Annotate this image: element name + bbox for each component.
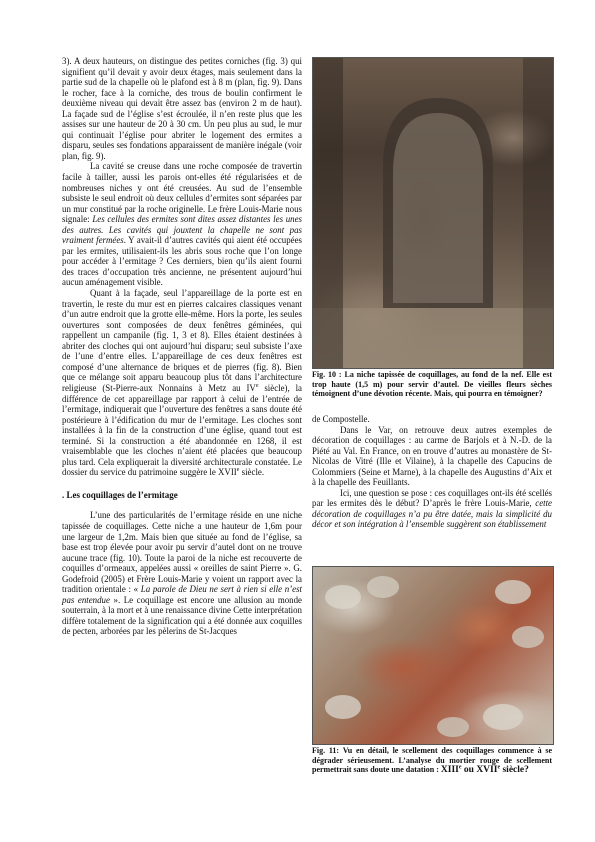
fig11-caption-start: Fig. 11: Vu en détail, le scellement des coquillages commence à se dégrader sérieusement. L’analyse du mortier rouge de scellement permettrait sans doute une datation : bbox=[312, 746, 552, 775]
question-text-start: Ici, une question se pose : ces coquillages ont-ils été scellés par les ermites dès le début? D’après le frère Louis-Marie, bbox=[312, 487, 552, 509]
coquillages-quote: La parole de Dieu ne sert à rien si elle n’est pas entendue bbox=[62, 584, 302, 605]
coquillages-text-end: ». Le coquillage est encore une allusion au monde souterrain, à la mort et à une renaissance divine Cette interprétation diffère totalement de la signification qui a été donnée aux coquilles de pecten, arborées par les pèlerins de St-Jacques bbox=[62, 594, 302, 637]
cavite-text-start: La cavité se creuse dans une roche composée de travertin facile à tailler, aussi les parois ont-elles été régularisées et de nombreuses niches y ont été creusées. Au sud de l’ensemble subsiste le seul endroit où deux cellules d’ermites sont séparées par un mur constitué par la roche originelle. Le frère Louis-Marie nous signale: bbox=[62, 161, 302, 225]
facade-sup2: e bbox=[236, 467, 240, 474]
fig11-sup2: e bbox=[497, 764, 501, 771]
figure-11-caption bbox=[312, 746, 552, 776]
question-quote: cette décoration de coquillages n’a pu être datée, mais la simplicité du décor et son intégration à l’ensemble suggèrent son établissement bbox=[312, 498, 552, 530]
facade-text-end: siècle), la différence de cet appareillage par rapport à celui de l’entrée de l’ermitage, indiquerait que l’ouverture des fenêtres a sans doute été postérieure à l’édification du mur de l’ermitage. Les cloches sont installées à la fin de la construction d’une église, quand tout est terminé. Si la construction a été abandonnée en 1268, il est vraisemblable que les cloches n’aient été placées que beaucoup plus tard. Cela expliquerait la diversité architecturale constatée. Le dossier du service du patrimoine suggère le XVII bbox=[62, 382, 302, 478]
right-column bbox=[312, 414, 552, 530]
paragraph-compostelle: de Compostelle. bbox=[312, 414, 370, 424]
section-title: . Les coquillages de l’ermitage bbox=[62, 489, 178, 500]
figure-11-photo bbox=[312, 566, 554, 745]
paragraph-coquillages bbox=[62, 510, 302, 637]
facade-text: Quant à la façade, seul l’appareillage de la porte est en travertin, le reste du mur est en pierres calcaires classiques venant d’un autre endroit que la grotte elle-même. Hors la porte, les seules ouvertures sont composées de deux fenêtres géminées, qui rappellent un campanile (fig. 1, 3 et 8). Elles étaient destinées à abriter des cloches qui ont aujourd’hui disparu; seul subsiste l’axe de l’une d’entre elles. L’appareillage de ces deux fenêtres est composé d’une alternance de briques et de pierres (fig. 8). Bien que ce mélange soit apparu beaucoup plus tôt dans l’architecture religieuse (St-Pierre-aux Nonnains à Metz au IV bbox=[62, 288, 302, 393]
facade-tail: siècle. bbox=[239, 467, 265, 478]
niche-illustration bbox=[313, 58, 553, 368]
paragraph-corniches: 3). A deux hauteurs, on distingue des petites corniches (fig. 3) qui signifient qu’il devait y avoir deux étages, mais seulement dans la partie sud de la chapelle où le plafond est à 8 m (plan, fig. 9). Dans le rocher, face à la corniche, des trous de boulin confirment le deuxième niveau qui devait être assez bas (environ 2 m de haut). La façade sud de l’église s’est écroulée, il n’en reste plus que les assises sur une hauteur de 20 à 30 cm. Un peu plus au sud, le mur qui continuait l’église pour abriter le logement des ermites a disparu, seules ses fondations apparaissent de manière inégale (voir plan, fig. 9). bbox=[62, 56, 302, 161]
paragraph-question bbox=[312, 488, 552, 530]
fig11-mid: ou bbox=[461, 765, 477, 776]
cavite-quote: Les cellules des ermites sont dites assez distantes les unes des autres. Les cavités qui jouxtent la chapelle ne sont pas vraiment fermées bbox=[62, 214, 302, 246]
fig11-century1: XIII bbox=[440, 765, 459, 776]
figure-10-photo bbox=[312, 57, 554, 369]
paragraph-var: Dans le Var, on retrouve deux autres exemples de décoration de coquillages : au carme de Barjols et à N.-D. de la Piété au Val. En France, on en trouve d’autres au monastère de St-Nicolas de Vitré (Ille et Vilaine), à la chapelle des Capucins de Colommiers (Seine et Marne), à la chapelle des Augustins d’Aix et à la chapelle des Feuillants. bbox=[312, 424, 552, 488]
left-column bbox=[62, 56, 302, 637]
coquillages-text-start: L’une des particularités de l’ermitage réside en une niche tapissée de coquillages. Cette niche a une hauteur de 1,6m pour une largeur de 1,2m. Mais bien que située au fond de l’église, sa base est trop élevée pour avoir pu servir d’autel dont on ne trouve aucune trace (fig. 10). Toute la paroi de la niche est recouverte de coquilles d’ormeaux, appelées aussi « oreilles de saint Pierre ». G. Godefroid (2005) et Frère Louis-Marie y voient un rapport avec la tradition orientale : « bbox=[62, 510, 302, 595]
figure-10-caption: Fig. 10 : La niche tapissée de coquillages, au fond de la nef. Elle est trop haute (1,5 m) pour servir d’autel. De vieilles fleurs sèches témoignent d’une dévotion récente. Mais, qui pourra en témoigner? bbox=[312, 370, 552, 399]
fig11-end: siècle? bbox=[500, 765, 529, 776]
fig11-sup1: e bbox=[458, 764, 462, 771]
cavite-text-end: . Y avait-il d’autres cavités qui aient été occupées par les ermites, utilisaient-ils les abris sous roche que l’on longe pour accéder à l’ermitage ? Ces derniers, bien qu’ils aient fourni des traces d’occupation très ancienne, ne présentent aujourd’hui aucun aménagement visible. bbox=[62, 235, 302, 288]
shells-illustration bbox=[313, 567, 553, 744]
paragraph-cavite bbox=[62, 161, 302, 288]
paragraph-facade bbox=[62, 288, 302, 478]
fig11-century2: XVII bbox=[476, 765, 498, 776]
facade-sup: e bbox=[255, 382, 259, 389]
